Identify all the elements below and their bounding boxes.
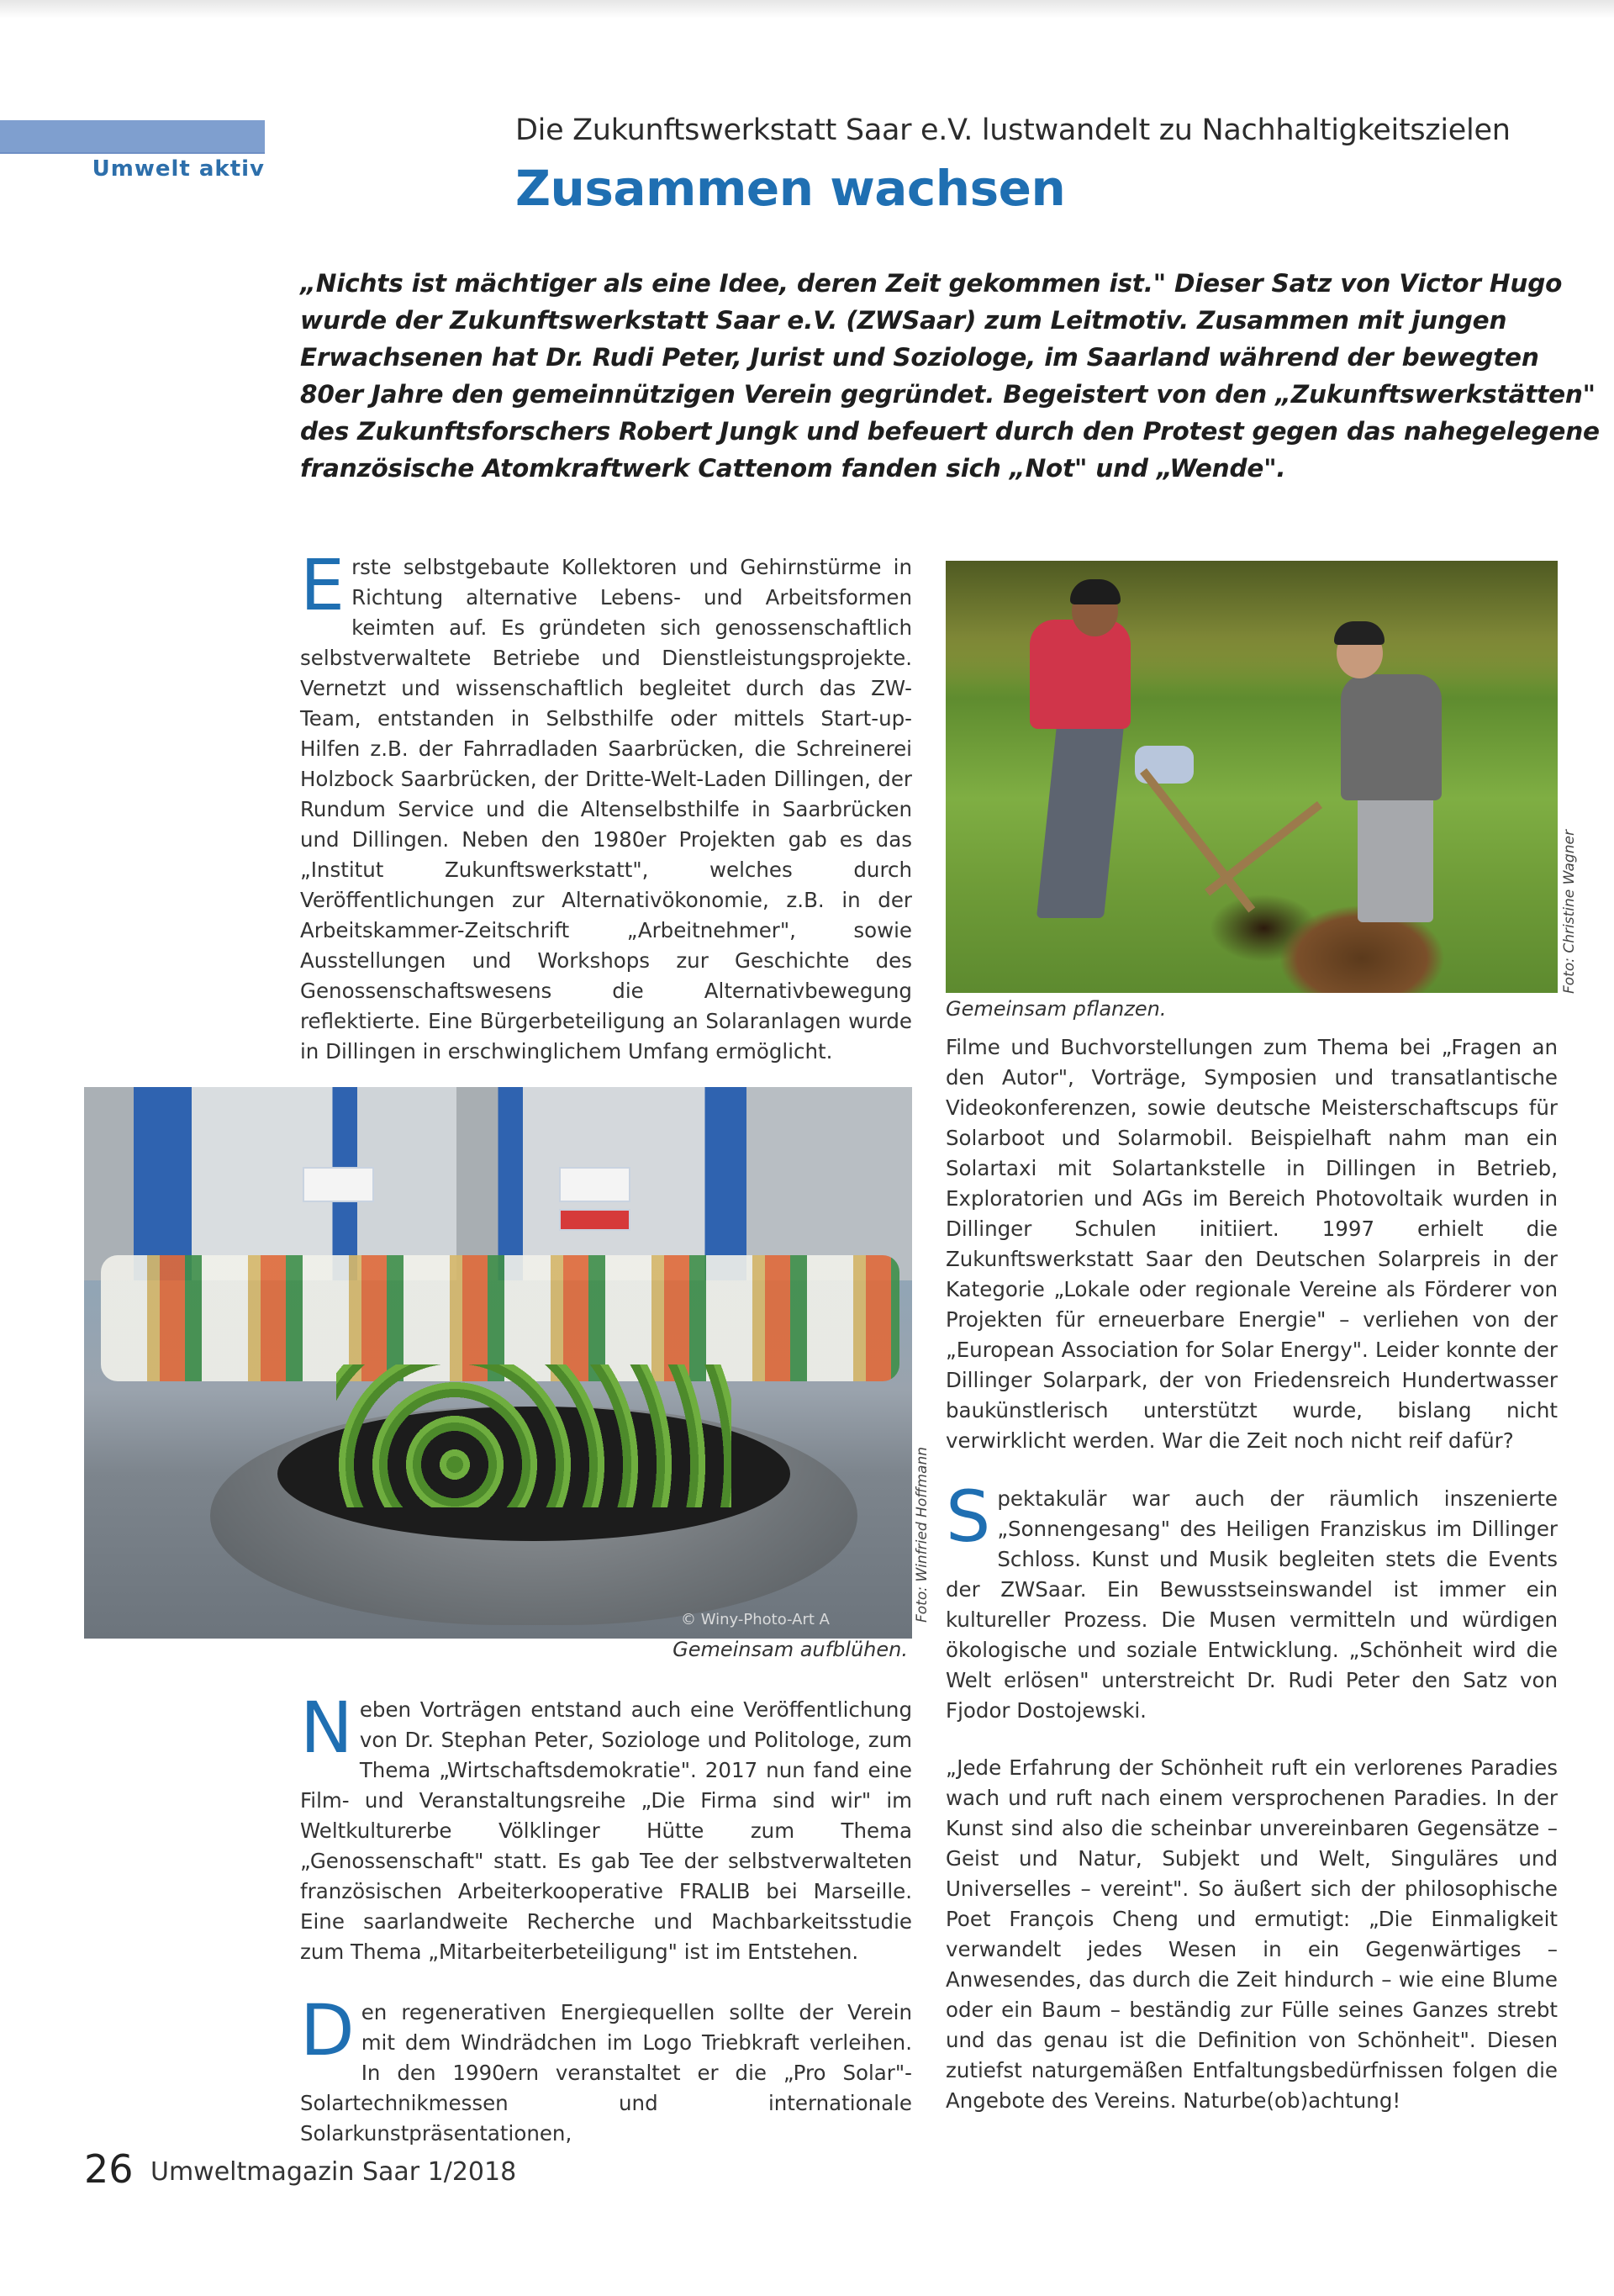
body-paragraph-5 [946,1475,1558,1726]
paragraph-text: rste selbstgebaute Kollektoren und Gehirnstürme in Richtung alternative Lebens- und Arbeitsformen keimten auf. Es gründeten sich genossenschaftlich selbstverwaltete Betriebe und Dienstleistungsprojekte. Vernetzt und wissenschaftlich begleitet durch das ZW-Team, entstanden in Selbsthilfe oder mittels Start-up-Hilfen z.B. der Fahrradladen Saarbrücken, die Schreinerei Holzbock Saarbrücken, der Dritte-Welt-Laden Dillingen, der Rundum Service und die Altenselbsthilfe in Saarbrücken und Dillingen. Neben den 1980er Projekten gab es das „Institut Zukunftswerkstatt", welches durch Veröffentlichungen zur Alternativökonomie, z.B. in der Arbeitskammer-Zeitschrift „Arbeitnehmer", sowie Ausstellungen und Workshops zur Geschichte des Genossenschaftswesens die Alternativbewegung reflektierte. Eine Bürgerbeteiligung an Solaranlagen wurde in Dillingen in erschwinglichem Umfang ermöglicht. [300,555,912,1064]
column-right-bottom [946,1753,1558,2116]
photo-plaza [84,1087,912,1639]
person-1-shirt [1030,620,1131,729]
person-2-legs [1358,796,1433,922]
caption-planting: Gemeinsam pflanzen. [946,997,1167,1021]
dropcap-n: N [300,1686,353,1769]
article-kicker: Die Zukunftswerkstatt Saar e.V. lustwandelt zu Nachhaltigkeitszielen [515,113,1511,147]
paragraph-text: eben Vorträgen entstand auch eine Veröffentlichung von Dr. Stephan Peter, Soziologe und Politologe, zum Thema „Wirtschaftsdemokratie". 2017 nun fand eine Film- und Veranstaltungsreihe „Die Firma sind wir" im Weltkulturerbe Völklinger Hütte zum Thema „Genossenschaft" statt. Es gab Tee der selbstverwalteten französischen Arbeiterkooperative FRALIB bei Marseille. Eine saarlandweite Recherche und Machbarkeitsstudie zum Thema „Mitarbeiterbeteiligung" ist im Entstehen. [300,1697,912,1964]
paragraph-text: en regenerativen Energiequellen sollte der Verein mit dem Windrädchen im Logo Triebkraft verleihen. In den 1990ern veranstaltet er die „Pro Solar"-Solartechnikmessen und internationale Solarkunstpräsentationen, [300,2000,912,2146]
photo-planting [946,561,1558,993]
person-1-legs [1036,725,1124,918]
photo-credit-plaza: Foto: Winfried Hoffmann [914,1446,931,1623]
store-sign-red [559,1209,630,1231]
column-right-top [946,1032,1558,1456]
paragraph-text: pektakulär war auch der räumlich inszenierte „Sonnengesang" des Heiligen Franziskus im Dillinger Schloss. Kunst und Musik begleiten stets die Events der ZWSaar. Ein Bewusstseinswandel ist immer ein kultureller Prozess. Die Musen vermitteln und würdigen ökologische und soziale Entwicklung. „Schönheit wird die Welt erlösen" unterstreicht Dr. Rudi Peter den Satz von Fjodor Dostojewski. [946,1486,1558,1723]
dropcap-e: E [300,544,345,626]
costumed-people-row [101,1255,899,1381]
body-paragraph-1 [300,544,912,1067]
caption-plaza: Gemeinsam aufblühen. [672,1638,908,1661]
publication-name: Umweltmagazin Saar 1/2018 [150,2157,517,2187]
section-label: Umwelt aktiv [92,156,265,182]
body-paragraph-4: Filme und Buchvorstellungen zum Thema bei „Fragen an den Autor", Vorträge, Symposien und transatlantische Videokonferenzen, sowie deutsche Meisterschaftscups für Solarboot und Solarmobil. Beispielhaft nahm man ein Solartaxi mit Solartankstelle in Dillingen in Betrieb, Exploratorien und AGs im Bereich Photovoltaik wurden in Dillinger Schulen initiiert. 1997 erhielt die Zukunftswerkstatt Saar den Deutschen Solarpreis in der Kategorie „Lokale oder regionale Vereine als Förderer von Projekten für erneuerbare Energie" – verliehen von der „European Association for Solar Energy". Leider konnte der Dillinger Solarpark, der von Friedensreich Hundertwasser baukünstlerisch unterstützt wurde, bislang nicht verwirklicht werden. War die Zeit noch nicht reif dafür? [946,1035,1558,1453]
person-2-body [1341,674,1442,800]
page-top-edge [0,0,1614,18]
shovel-icon [1140,768,1255,913]
shovel-icon [1205,801,1322,896]
dropcap-d: D [300,1989,355,2072]
store-sign [559,1167,630,1202]
column-left-bottom [300,1686,912,2149]
store-sign [303,1167,374,1202]
person-2-hair [1334,621,1385,645]
article-lead: „Nichts ist mächtiger als eine Idee, deren Zeit gekommen ist." Dieser Satz von Victor Hugo wurde der Zukunftswerkstatt Saar e.V. (ZWSaar) zum Leitmotiv. Zusammen mit jungen Erwachsenen hat Dr. Rudi Peter, Jurist und Soziologe, im Saarland während der bewegten 80er Jahre den gemeinnützigen Verein gegründet. Begeistert von den „Zukunftswerkstätten" des Zukunftsforschers Robert Jungk und befeuert durch den Protest gegen das nahegelegene französische Atomkraftwerk Cattenom fanden sich „Not" und „Wende". [300,269,1600,483]
section-color-bar [0,120,265,154]
body-paragraph-2 [300,1686,912,1967]
photo-watermark: © Winy-Photo-Art A [681,1611,830,1628]
photo-credit-planting: Foto: Christine Wagner [1561,830,1578,994]
body-paragraph-6: „Jede Erfahrung der Schönheit ruft ein verlorenes Paradies wach und ruft nach einem versprochenen Paradies. In der Kunst sind also die scheinbar unvereinbaren Gegensätze – Geist und Natur, Subjekt und Welt, Singuläres und Universelles – vereint". So äußert sich der philosophische Poet François Cheng und ermutigt: „Die Einmaligkeit verwandelt jedes Wesen in ein Gegenwärtiges – Anwesendes, das durch die Zeit hindurch – wie eine Blume oder ein Baum – beständig zur Fülle seines Ganzes strebt und das genau ist die Definition von Schönheit". Diesen zutiefst naturgemäßen Entfaltungsbedürfnissen folgen die Angebote des Vereins. Naturbe(ob)achtung! [946,1755,1558,2113]
body-paragraph-3 [300,1989,912,2149]
article-headline: Zusammen wachsen [515,160,1066,217]
plants [336,1364,731,1507]
storefront [84,1087,912,1280]
column-left-top [300,544,912,1067]
page-number: 26 [84,2146,134,2192]
dropcap-s: S [946,1475,991,1558]
column-right-middle [946,1475,1558,1726]
